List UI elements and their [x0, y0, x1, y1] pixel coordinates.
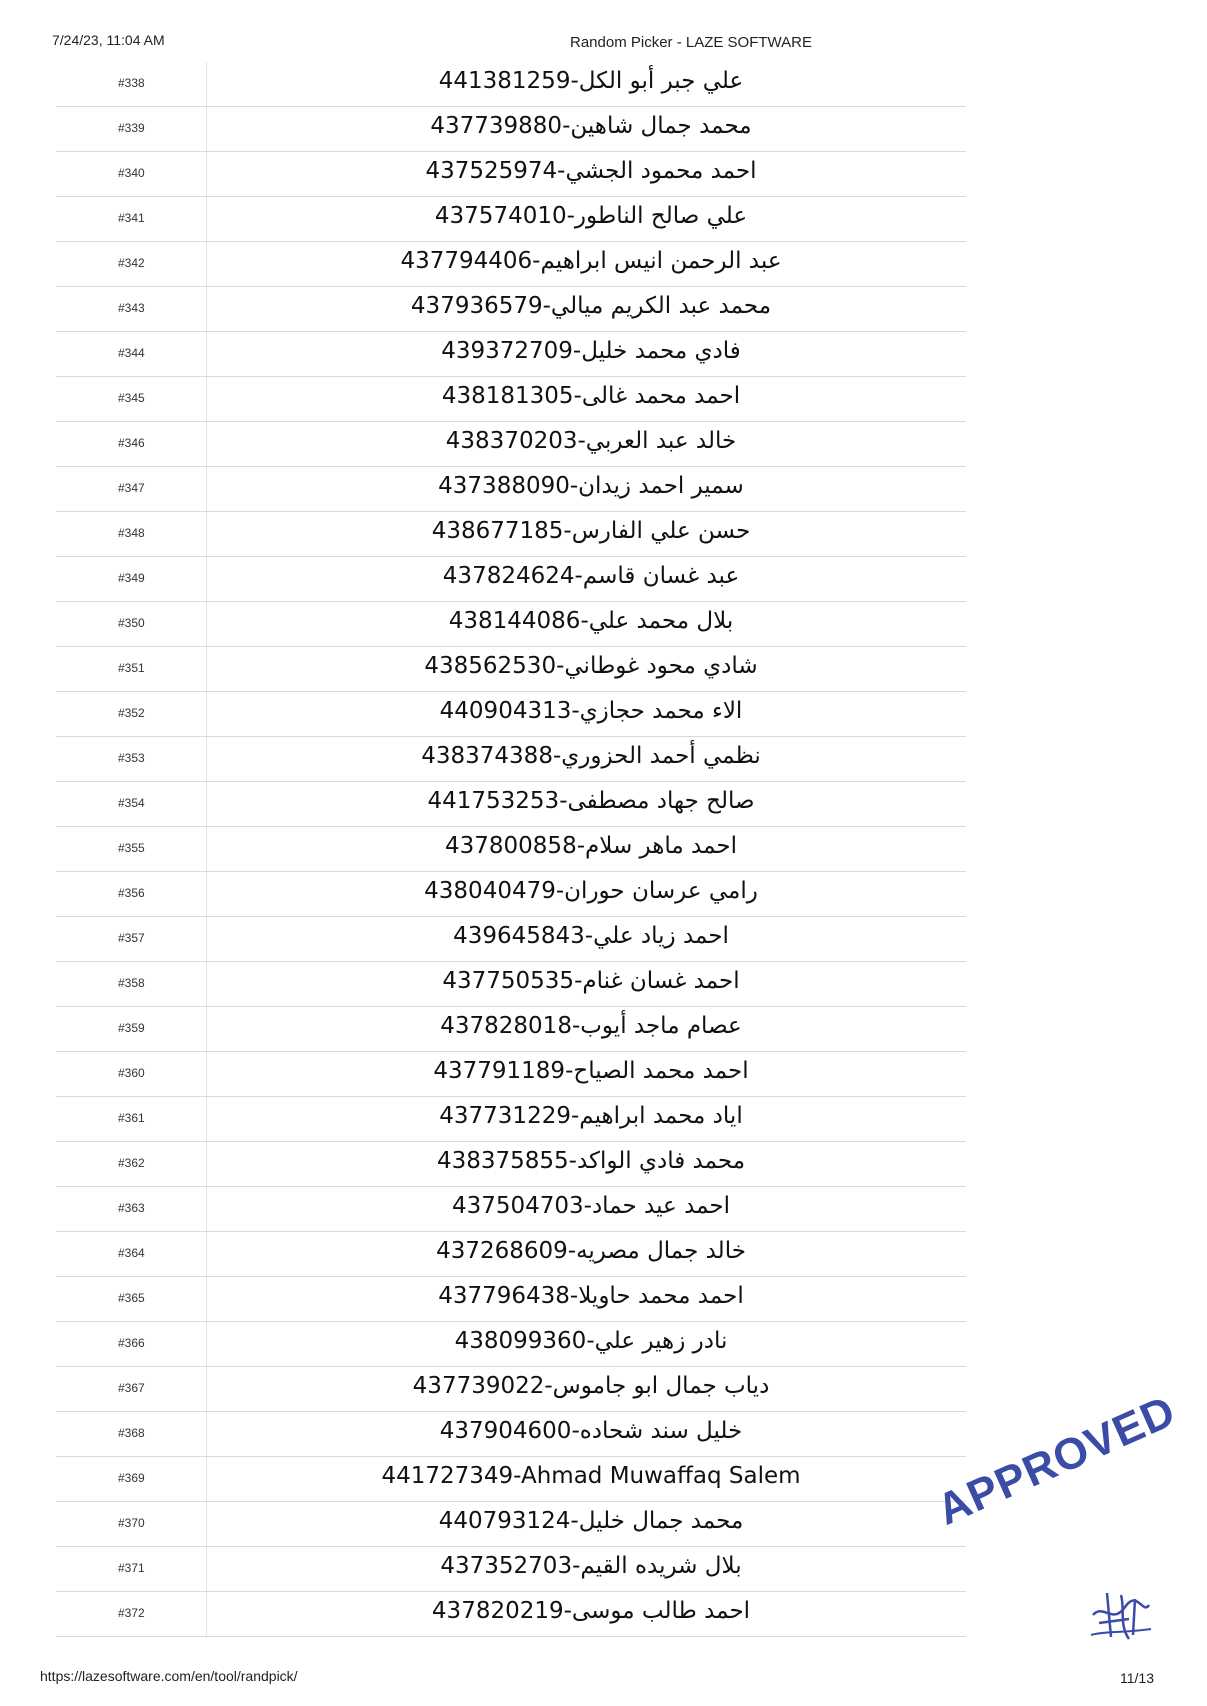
row-number: #360 — [118, 1066, 145, 1080]
row-entry: محمد جمال شاهين-437739880 — [430, 113, 752, 139]
list-item — [56, 557, 966, 602]
row-entry: عصام ماجد أيوب-437828018 — [440, 1013, 742, 1039]
row-entry: بلال محمد علي-438144086 — [448, 608, 734, 634]
list-item — [56, 1232, 966, 1277]
list-item — [56, 917, 966, 962]
row-number: #358 — [118, 976, 145, 990]
page-number: 11/13 — [1120, 1670, 1154, 1686]
list-item — [56, 1457, 966, 1502]
row-number: #372 — [118, 1606, 145, 1620]
row-entry: احمد محمد غالى-438181305 — [441, 383, 741, 409]
list-item — [56, 962, 966, 1007]
list-item — [56, 1322, 966, 1367]
row-number: #359 — [118, 1021, 145, 1035]
row-entry: احمد ماهر سلام-437800858 — [445, 833, 737, 859]
row-number: #367 — [118, 1381, 145, 1395]
row-number: #370 — [118, 1516, 145, 1530]
row-number: #350 — [118, 616, 145, 630]
list-item — [56, 242, 966, 287]
row-number: #354 — [118, 796, 145, 810]
list-item — [56, 422, 966, 467]
row-entry: نظمي أحمد الحزوري-438374388 — [421, 743, 761, 769]
row-entry: احمد طالب موسى-437820219 — [431, 1598, 751, 1624]
row-entry: احمد عيد حماد-437504703 — [451, 1193, 731, 1219]
row-number: #346 — [118, 436, 145, 450]
row-number: #356 — [118, 886, 145, 900]
row-entry: محمد جمال خليل-440793124 — [438, 1508, 744, 1534]
list-item — [56, 197, 966, 242]
row-entry: علي صالح الناطور-437574010 — [434, 203, 748, 229]
row-entry: 441727349-Ahmad Muwaffaq Salem — [381, 1463, 801, 1489]
row-number: #355 — [118, 841, 145, 855]
row-number: #341 — [118, 211, 145, 225]
row-number: #338 — [118, 76, 145, 90]
row-number: #357 — [118, 931, 145, 945]
list-item — [56, 1592, 966, 1637]
list-item — [56, 827, 966, 872]
row-entry: احمد محمود الجشي-437525974 — [425, 158, 757, 184]
list-item — [56, 287, 966, 332]
row-entry: خليل سند شحاده-437904600 — [439, 1418, 743, 1444]
list-item — [56, 377, 966, 422]
row-entry: الاء محمد حجازي-440904313 — [439, 698, 743, 724]
list-item — [56, 1367, 966, 1412]
row-number: #353 — [118, 751, 145, 765]
row-entry: نادر زهير علي-438099360 — [454, 1328, 728, 1354]
list-item — [56, 1142, 966, 1187]
list-item — [56, 1007, 966, 1052]
list-item — [56, 1097, 966, 1142]
approved-stamp: APPROVED — [930, 1386, 1183, 1535]
signature-icon — [1085, 1585, 1155, 1645]
page-url: https://lazesoftware.com/en/tool/randpick/ — [40, 1668, 298, 1684]
list-item — [56, 737, 966, 782]
list-item — [56, 1277, 966, 1322]
row-number: #368 — [118, 1426, 145, 1440]
list-item — [56, 1187, 966, 1232]
row-entry: شادي محود غوطاني-438562530 — [424, 653, 758, 679]
row-entry: خالد عبد العربي-438370203 — [445, 428, 737, 454]
list-item — [56, 467, 966, 512]
row-number: #339 — [118, 121, 145, 135]
list-item — [56, 692, 966, 737]
row-entry: حسن علي الفارس-438677185 — [431, 518, 751, 544]
row-number: #347 — [118, 481, 145, 495]
row-number: #342 — [118, 256, 145, 270]
row-entry: محمد فادي الواكد-438375855 — [436, 1148, 746, 1174]
list-item — [56, 1502, 966, 1547]
row-number: #369 — [118, 1471, 145, 1485]
row-entry: فادي محمد خليل-439372709 — [441, 338, 741, 364]
list-item — [56, 152, 966, 197]
row-number: #351 — [118, 661, 145, 675]
row-entry: عبد الرحمن انيس ابراهيم-437794406 — [400, 248, 782, 274]
row-number: #361 — [118, 1111, 145, 1125]
row-number: #348 — [118, 526, 145, 540]
page-title: Random Picker - LAZE SOFTWARE — [570, 34, 812, 51]
row-entry: صالح جهاد مصطفى-441753253 — [427, 788, 755, 814]
row-entry: خالد جمال مصريه-437268609 — [436, 1238, 746, 1264]
row-entry: سمير احمد زيدان-437388090 — [438, 473, 744, 499]
row-number: #363 — [118, 1201, 145, 1215]
row-entry: رامي عرسان حوران-438040479 — [424, 878, 758, 904]
row-entry: علي جبر أبو الكل-441381259 — [438, 68, 744, 94]
result-list — [56, 62, 966, 1637]
list-item — [56, 62, 966, 107]
print-timestamp: 7/24/23, 11:04 AM — [52, 32, 165, 48]
row-entry: عبد غسان قاسم-437824624 — [442, 563, 740, 589]
list-item — [56, 1412, 966, 1457]
row-entry: بلال شريده القيم-437352703 — [440, 1553, 742, 1579]
row-entry: دياب جمال ابو جاموس-437739022 — [412, 1373, 770, 1399]
list-item — [56, 872, 966, 917]
row-entry: احمد محمد الصياح-437791189 — [433, 1058, 749, 1084]
row-number: #349 — [118, 571, 145, 585]
row-number: #340 — [118, 166, 145, 180]
row-number: #364 — [118, 1246, 145, 1260]
row-number: #366 — [118, 1336, 145, 1350]
list-item — [56, 647, 966, 692]
list-item — [56, 332, 966, 377]
list-item — [56, 107, 966, 152]
list-item — [56, 782, 966, 827]
row-number: #365 — [118, 1291, 145, 1305]
row-entry: احمد زياد علي-439645843 — [453, 923, 729, 949]
list-item — [56, 602, 966, 647]
list-item — [56, 512, 966, 557]
row-number: #345 — [118, 391, 145, 405]
row-number: #343 — [118, 301, 145, 315]
row-entry: احمد محمد حاويلا-437796438 — [438, 1283, 744, 1309]
row-number: #352 — [118, 706, 145, 720]
row-number: #362 — [118, 1156, 145, 1170]
row-number: #344 — [118, 346, 145, 360]
row-number: #371 — [118, 1561, 145, 1575]
list-item — [56, 1547, 966, 1592]
row-entry: احمد غسان غنام-437750535 — [442, 968, 740, 994]
list-item — [56, 1052, 966, 1097]
row-entry: محمد عبد الكريم ميالي-437936579 — [410, 293, 772, 319]
row-entry: اياد محمد ابراهيم-437731229 — [439, 1103, 743, 1129]
